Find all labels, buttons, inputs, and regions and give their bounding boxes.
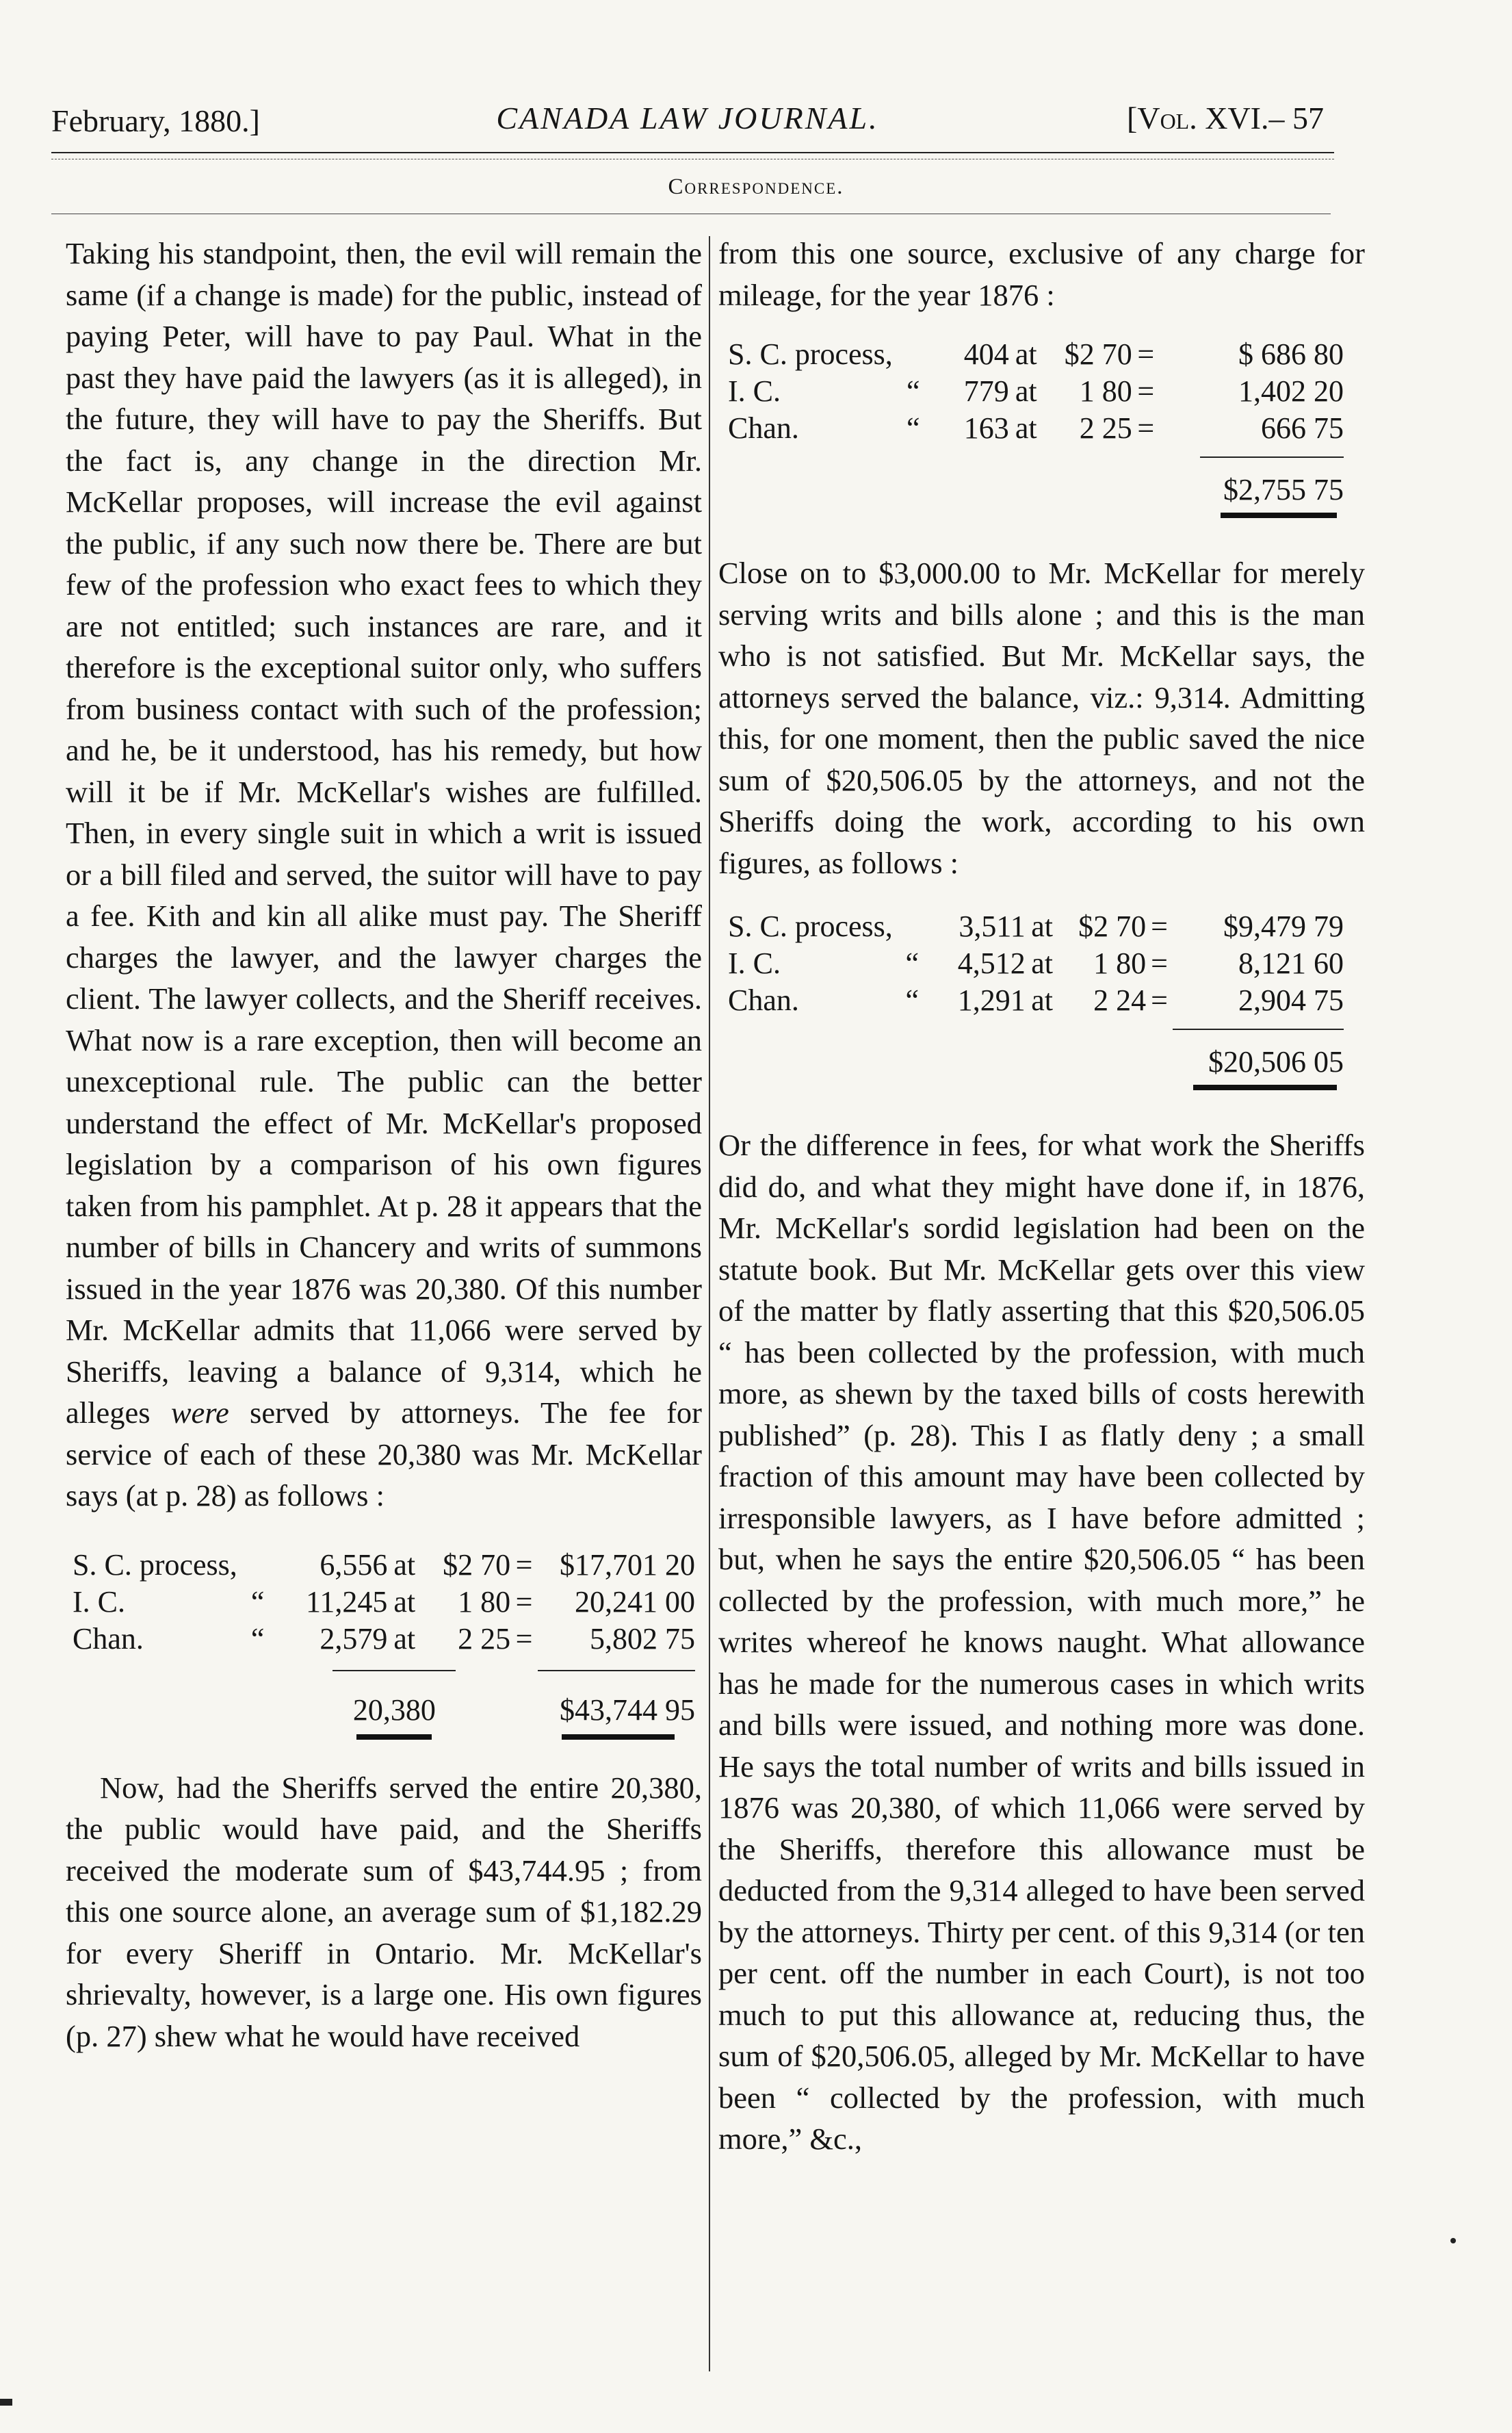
total-amount: $2,755 75 [1200,456,1344,509]
row-at: at [1031,983,1053,1017]
page-edge-mark [0,2399,12,2406]
row-ditto: “ [250,1584,265,1619]
row-rate: 1 80 [1079,374,1132,408]
row-ditto: “ [907,411,920,445]
row-at: at [393,1621,416,1656]
row-amount: $ 686 80 [1238,337,1344,371]
total-amount-cell [1160,447,1344,518]
table-row [728,908,1344,945]
row-count: 163 [963,411,1009,445]
row-ditto [893,908,932,945]
row-at: at [1015,374,1037,408]
table-row [73,1621,695,1658]
total-amount-cell [1173,1019,1344,1090]
total-count: 20,380 [333,1670,456,1729]
row-rate: $2 70 [1078,910,1147,943]
row-amount: $9,479 79 [1223,910,1344,943]
row-label: I. C. [728,947,781,980]
table-total-row [728,1019,1344,1090]
row-equals: = [1151,910,1168,943]
table-row [728,982,1344,1019]
table-total-row [73,1658,695,1740]
row-equals: = [1151,983,1168,1017]
header-volume-prefix: [Vol. [1127,101,1197,136]
row-count: 779 [963,374,1009,408]
row-rate: $2 70 [443,1547,511,1582]
row-amount: 5,802 75 [590,1621,695,1656]
row-equals: = [1137,337,1155,371]
left-paragraph-1 [66,233,702,1517]
row-equals: = [1137,411,1155,445]
row-at: at [1015,337,1037,371]
row-rate: $2 70 [1064,337,1132,371]
table-row [73,1547,695,1584]
total-underline [1193,1085,1337,1090]
table-row [73,1584,695,1621]
header-date: February, 1880.] [51,103,260,138]
row-count: 2,579 [320,1621,388,1656]
row-count: 1,291 [957,983,1026,1017]
row-label: Chan. [728,983,799,1017]
row-label: I. C. [728,374,781,408]
row-ditto: “ [905,983,920,1017]
row-count: 3,511 [959,910,1026,943]
row-rate: 1 80 [458,1584,511,1619]
row-label: I. C. [73,1584,125,1619]
row-count: 6,556 [320,1547,388,1582]
page-speck [1450,2238,1456,2243]
right-fee-table-2 [728,908,1344,1090]
right-column [718,233,1365,2160]
total-underline [1221,513,1337,518]
row-ditto [237,1547,278,1584]
running-header [51,96,1324,144]
header-journal-title: CANADA LAW JOURNAL. [496,101,879,136]
row-equals: = [515,1584,533,1619]
row-count: 404 [963,337,1009,371]
row-at: at [393,1547,416,1582]
row-label: S. C. process, [728,337,893,371]
total-amount: $20,506 05 [1173,1029,1344,1081]
row-count: 11,245 [305,1584,388,1619]
row-rate: 2 24 [1093,983,1147,1017]
row-equals: = [515,1621,533,1656]
table-row [728,373,1344,410]
row-at: at [393,1584,416,1619]
row-label: Chan. [73,1621,144,1656]
left-paragraph-1-italic: were [170,1395,229,1430]
row-amount: 666 75 [1261,411,1344,445]
row-rate: 2 25 [458,1621,511,1656]
row-equals: = [1151,947,1168,980]
row-label: S. C. process, [728,910,893,943]
row-rate: 1 80 [1093,947,1147,980]
row-rate: 2 25 [1079,411,1132,445]
right-paragraph-3: Or the difference in fees, for what work the Sheriffs did do, and what they might have done if, in 1876, Mr. McKellar's sordid legislation had been on the statute book. But Mr. McKellar gets over this view of the matter by flatly asserting that this $20,506.05 “ has been collected by the profession, with much more, as shewn by the taxed bills of costs herewith published” (p. 28). This I as flatly deny ; a small fraction of this amount may have been collected by irresponsible lawyers, as I have before admitted ; but, when he says the entire $20,506.05 “ has been collected by the profession, with much more,” he writes whereof he knows naught. What allowance has he made for the numerous cases in which writs and bills were issued, and nothing more was done. He says the total number of writs and bills issued in 1876 was 20,380, of which 11,066 were served by the Sheriffs, therefore this allowance must be deducted from the 9,314 alleged to have been served by the attorneys. Thirty per cent. of this 9,314 (or ten per cent. off the number in each Court), is not too much to put this allowance at, reducing thus, the sum of $20,506.05, alleged by Mr. McKellar to have been “ collected by the profession, with much more,” &c., [718,1128,1365,2156]
table-row [728,336,1344,373]
total-underline [562,1734,675,1740]
left-paragraph-2: Now, had the Sheriffs served the entire 20,380, the public would have paid, and the Sheriffs received the moderate sum of $43,744.95 ; from this one source alone, an average sum of $1,182.29 for every Sheriff in Ontario. Mr. McKellar's shrievalty, however, is a large one. His own figures (p. 27) shew what he would have received [66,1770,702,2053]
left-paragraph-1-text: Taking his standpoint, then, the evil will remain the same (if a change is made) for the public, instead of paying Peter, will have to pay Paul. What in the past they have paid the lawyers (as it is alleged), in the future, they will have to pay the Sheriffs. But the fact is, any change in the direction Mr. McKellar proposes, will increase the evil against the public, if any such now there be. There are but few of the profession who exact fees to which they are not entitled; such instances are rare, and it therefore is the exceptional suitor only, who suffers from business contact with such of the profession; and he, be it understood, has his remedy, but how will it be if Mr. McKellar's wishes are fulfilled. Then, in every single suit in which a writ is issued or a bill filed and served, the suitor will have to pay a fee. Kith and kin all alike must pay. The Sheriff charges the lawyer, and the lawyer charges the client. The lawyer collects, and the Sheriff receives. What now is a rare exception, then will become an unexceptional rule. The public can the better understand the effect of Mr. McKellar's proposed legislation by a comparison of his own figures taken from his pamphlet. At p. 28 it appears that the number of bills in Chancery and writs of summons issued in the year 1876 was 20,380. Of this number Mr. McKellar admits that 11,066 were served by Sheriffs, leaving a balance of 9,314, which he alleges [66,236,702,1430]
right-fee-table-1 [728,336,1344,518]
row-amount: 2,904 75 [1238,983,1344,1017]
row-label: S. C. process, [73,1547,237,1582]
row-amount: $17,701 20 [560,1547,695,1582]
table-total-row [728,447,1344,518]
table-row [728,945,1344,982]
table-row [728,410,1344,447]
left-paragraph-1-end: served by attorneys. The fee for service of each of these 20,380 was Mr. McKellar says (at p. 28) as follows : [66,1395,702,1512]
row-amount: 1,402 20 [1238,374,1344,408]
right-paragraph-1: from this one source, exclusive of any charge for mileage, for the year 1876 : [718,236,1365,312]
row-amount: 8,121 60 [1238,947,1344,980]
row-label: Chan. [728,411,799,445]
row-at: at [1031,910,1053,943]
header-volume [1127,100,1324,136]
row-ditto: “ [907,374,920,408]
row-ditto: “ [905,947,920,980]
column-divider [709,236,710,2371]
row-equals: = [1137,374,1155,408]
header-volume-number: XVI.– 57 [1205,101,1324,136]
row-equals: = [515,1547,533,1582]
row-count: 4,512 [957,947,1026,980]
total-count-cell [278,1658,511,1740]
total-amount: $43,744 95 [538,1670,695,1729]
right-paragraph-2: Close on to $3,000.00 to Mr. McKellar for merely serving writs and bills alone ; and this is the man who is not satisfied. But Mr. McKellar says, the attorneys served the balance, viz.: 9,314. Admitting this, for one moment, then the public saved the nice sum of $20,506.05 by the attorneys, and not the Sheriffs doing the work, according to his own figures, as follows : [718,556,1365,880]
total-underline [356,1734,432,1740]
row-amount: 20,241 00 [575,1584,695,1619]
left-column [66,233,702,2057]
header-rule [51,152,1334,153]
row-ditto [893,336,934,373]
row-ditto: “ [250,1621,265,1656]
left-fee-table [73,1547,695,1740]
row-at: at [1031,947,1053,980]
total-amount-cell [538,1658,695,1740]
section-title: Correspondence. [668,175,844,199]
row-at: at [1015,411,1037,445]
